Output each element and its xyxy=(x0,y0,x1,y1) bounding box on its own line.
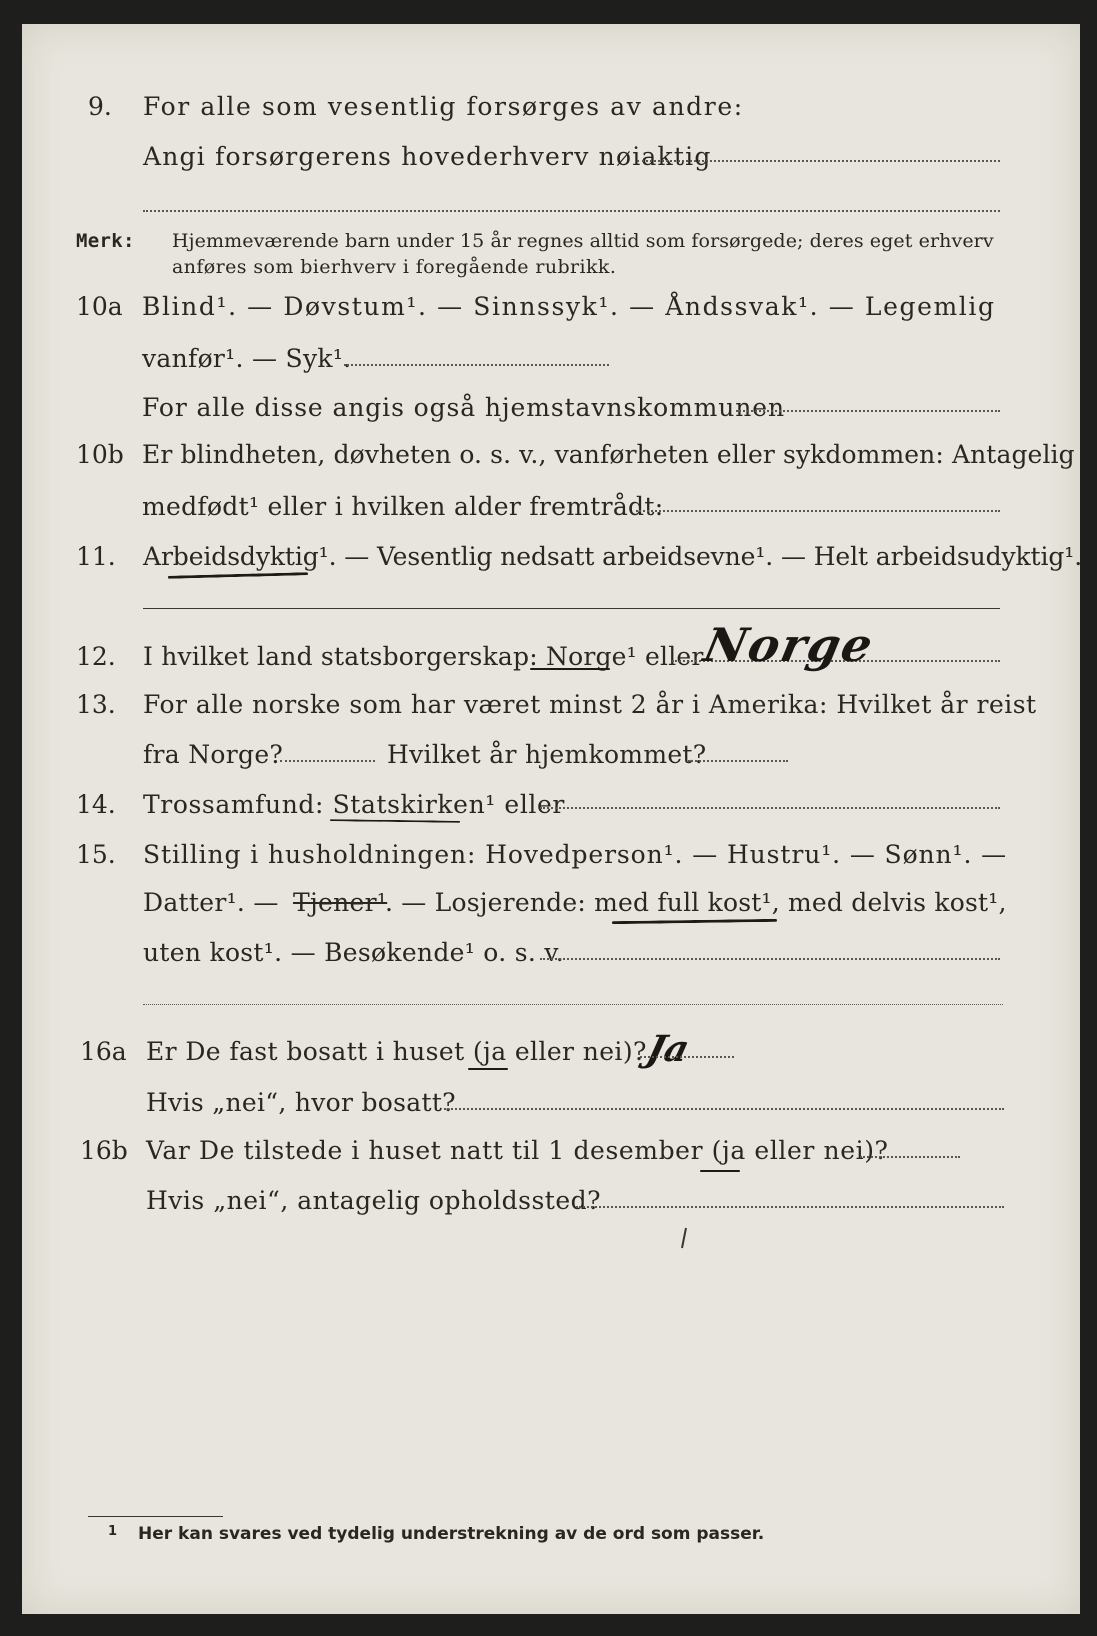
q10a-number: 10a xyxy=(76,292,123,321)
q15-answer-field[interactable] xyxy=(540,958,1000,960)
q14-answer-field[interactable] xyxy=(540,807,1000,809)
q16b-answer-field[interactable] xyxy=(860,1156,960,1158)
q12-text: I hvilket land statsborgerskap: Norge¹ eller xyxy=(143,642,704,671)
q15-line2a: Datter¹. — xyxy=(143,888,279,917)
q16b-opholdssted-field[interactable] xyxy=(576,1206,1004,1208)
q12-number: 12. xyxy=(76,642,116,671)
q16a-ja-underline xyxy=(468,1068,508,1070)
q9-answer-field[interactable] xyxy=(637,160,1000,162)
merk-line1: Hjemmeværende barn under 15 år regnes alltid som forsørgede; deres eget erhverv xyxy=(172,230,994,252)
q13-hjemkommet-field[interactable] xyxy=(688,760,788,762)
q9-answer-field-2[interactable] xyxy=(143,210,1000,212)
q10a-line1: Blind¹. — Døvstum¹. — Sinnssyk¹. — Åndssvak¹. — Legemlig xyxy=(142,292,996,321)
q13-line2a: fra Norge? xyxy=(143,740,284,769)
footnote-mark: 1 xyxy=(108,1524,118,1539)
footnote-text: Her kan svares ved tydelig understrekning av de ord som passer. xyxy=(138,1524,765,1544)
q9-line2: Angi forsørgerens hovederhverv nøiaktig xyxy=(143,142,712,171)
q11-text: Arbeidsdyktig¹. — Vesentlig nedsatt arbeidsevne¹. — Helt arbeidsudyktig¹. xyxy=(143,542,1083,571)
q16a-number: 16a xyxy=(80,1037,127,1066)
q12-handwritten-answer: Norge xyxy=(699,618,880,672)
q15-line1: Stilling i husholdningen: Hovedperson¹. — Hustru¹. — Sønn¹. — xyxy=(143,840,1008,869)
q16b-line2: Hvis „nei“, antagelig opholdssted? xyxy=(146,1186,602,1215)
q9-line1: For alle som vesentlig forsørges av andre: xyxy=(143,92,744,121)
q11-number: 11. xyxy=(76,542,116,571)
q11-answer-line[interactable] xyxy=(143,608,1000,609)
q13-reist-field[interactable] xyxy=(280,760,375,762)
q16a-handwritten-answer: Ja xyxy=(642,1028,694,1070)
merk-line2: anføres som bierhverv i foregående rubrikk. xyxy=(172,256,617,278)
q10a-hjemstavn-field[interactable] xyxy=(736,410,1000,412)
q16a-bosatt-field[interactable] xyxy=(444,1108,1004,1110)
q13-line1: For alle norske som har været minst 2 år i Amerika: Hvilket år reist xyxy=(143,690,1037,719)
q15-tjener-struck: Tjener¹ xyxy=(293,888,388,917)
q16b-ja-underline xyxy=(700,1170,740,1172)
q15-number: 15. xyxy=(76,840,116,869)
q9-number: 9. xyxy=(88,92,112,121)
q15-line2c: . — Losjerende: med full kost¹, med delvis kost¹, xyxy=(385,888,1007,917)
merk-label: Merk: xyxy=(76,230,135,252)
q16b-number: 16b xyxy=(80,1136,128,1165)
q12-norge-underline xyxy=(530,668,610,670)
q10b-answer-field[interactable] xyxy=(636,510,1000,512)
q16b-line1: Var De tilstede i huset natt til 1 desember (ja eller nei)? xyxy=(146,1136,889,1165)
q15-line3: uten kost¹. — Besøkende¹ o. s. v. xyxy=(143,938,565,967)
q10b-number: 10b xyxy=(76,440,124,469)
q16a-line1: Er De fast bosatt i huset (ja eller nei)? xyxy=(146,1037,647,1066)
footnote-rule xyxy=(88,1516,223,1517)
q16a-answer-field[interactable] xyxy=(640,1056,734,1058)
q10a-line2: vanfør¹. — Syk¹. xyxy=(142,344,352,373)
q10b-line2: medfødt¹ eller i hvilken alder fremtrådt: xyxy=(142,492,664,521)
q10b-line1: Er blindheten, døvheten o. s. v., vanførheten eller sykdommen: Antagelig xyxy=(142,440,1075,469)
q14-number: 14. xyxy=(76,790,116,819)
q16a-line2: Hvis „nei“, hvor bosatt? xyxy=(146,1088,456,1117)
q13-line2b: Hvilket år hjemkommet? xyxy=(387,740,707,769)
q13-number: 13. xyxy=(76,690,116,719)
q10a-answer-field[interactable] xyxy=(344,364,609,366)
pencil-mark xyxy=(674,1226,694,1250)
q10a-line3: For alle disse angis også hjemstavnskommunen xyxy=(142,393,785,422)
q15-answer-line-2[interactable] xyxy=(143,1004,1003,1005)
q14-text: Trossamfund: Statskirken¹ eller xyxy=(143,790,565,819)
